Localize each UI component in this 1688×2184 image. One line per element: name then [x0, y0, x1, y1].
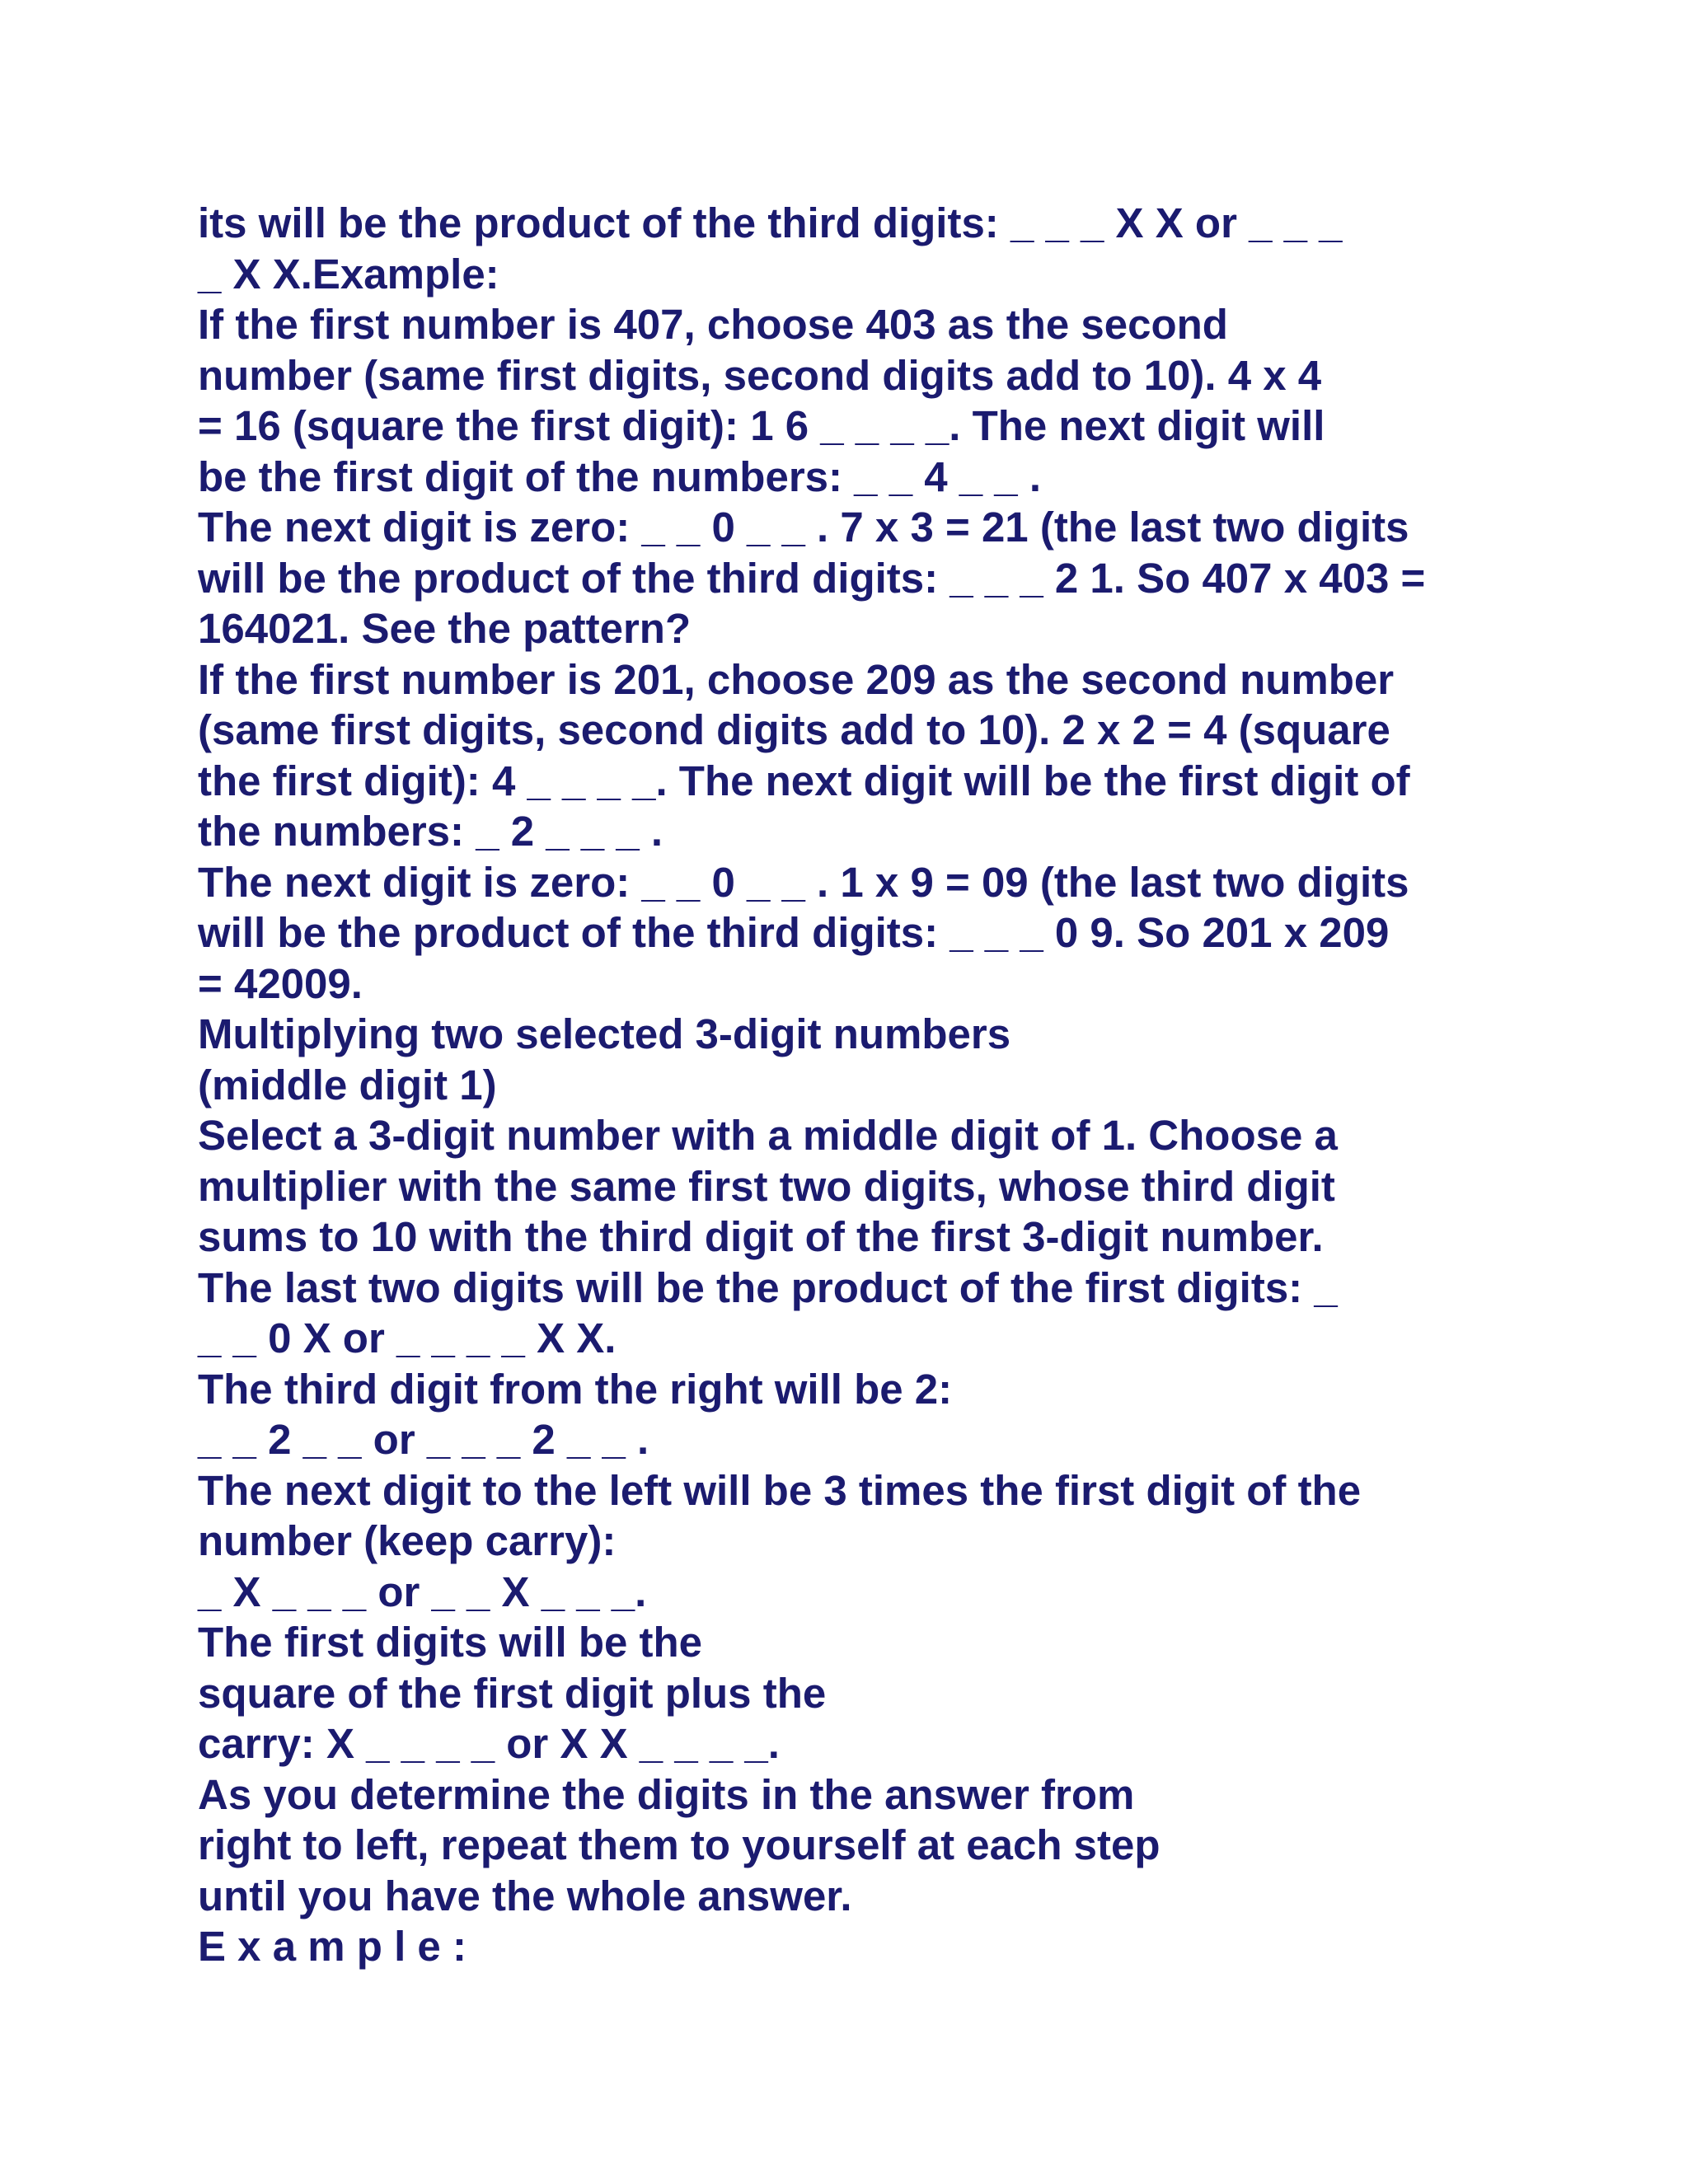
- text-line: sums to 10 with the third digit of the first 3-digit number.: [198, 1213, 1324, 1260]
- text-line: The next digit is zero: _ _ 0 _ _ . 1 x 9 = 09 (the last two digits: [198, 858, 1409, 906]
- section-heading: (middle digit 1): [198, 1061, 497, 1108]
- text-line: number (keep carry):: [198, 1517, 617, 1564]
- text-line: The next digit to the left will be 3 times the first digit of the: [198, 1466, 1362, 1514]
- text-line: right to left, repeat them to yourself at each step: [198, 1821, 1160, 1868]
- text-line: (same first digits, second digits add to 10). 2 x 2 = 4 (square: [198, 706, 1390, 753]
- text-line: _ X X.Example:: [198, 250, 499, 298]
- section-heading: Multiplying two selected 3-digit numbers: [198, 1010, 1011, 1057]
- text-line: 164021. See the pattern?: [198, 605, 692, 652]
- text-line: The third digit from the right will be 2:: [198, 1365, 953, 1413]
- text-line: will be the product of the third digits: _ _ _ 2 1. So 407 x 403 =: [198, 554, 1426, 602]
- text-line: until you have the whole answer.: [198, 1872, 852, 1919]
- text-line: As you determine the digits in the answer from: [198, 1770, 1135, 1818]
- text-line: = 42009.: [198, 959, 363, 1007]
- text-line: be the first digit of the numbers: _ _ 4 _ _ .: [198, 452, 1042, 500]
- example-label: E x a m p l e :: [198, 1923, 467, 1970]
- text-line: The last two digits will be the product of the first digits: _: [198, 1263, 1338, 1311]
- text-line: If the first number is 407, choose 403 as the second: [198, 301, 1228, 348]
- text-line: multiplier with the same first two digits, whose third digit: [198, 1162, 1335, 1210]
- text-line: will be the product of the third digits: _ _ _ 0 9. So 201 x 209: [198, 909, 1390, 956]
- text-line: square of the first digit plus the: [198, 1669, 827, 1717]
- text-line: its will be the product of the third digits: _ _ _ X X or _ _ _: [198, 199, 1343, 246]
- document-text: [198, 198, 1517, 1972]
- text-line: The first digits will be the: [198, 1619, 703, 1666]
- text-line: Select a 3-digit number with a middle digit of 1. Choose a: [198, 1112, 1338, 1159]
- text-line: If the first number is 201, choose 209 as the second number: [198, 655, 1395, 703]
- text-line: _ X _ _ _ or _ _ X _ _ _.: [198, 1568, 647, 1615]
- text-line: the first digit): 4 _ _ _ _. The next digit will be the first digit of: [198, 757, 1410, 804]
- text-line: the numbers: _ 2 _ _ _ .: [198, 808, 663, 855]
- text-line: = 16 (square the first digit): 1 6 _ _ _ _. The next digit will: [198, 402, 1325, 449]
- text-line: _ _ 2 _ _ or _ _ _ 2 _ _ .: [198, 1416, 649, 1463]
- text-line: number (same first digits, second digits add to 10). 4 x 4: [198, 351, 1322, 399]
- text-line: carry: X _ _ _ _ or X X _ _ _ _.: [198, 1720, 780, 1767]
- text-line: The next digit is zero: _ _ 0 _ _ . 7 x 3 = 21 (the last two digits: [198, 504, 1409, 551]
- text-line: _ _ 0 X or _ _ _ _ X X.: [198, 1315, 617, 1361]
